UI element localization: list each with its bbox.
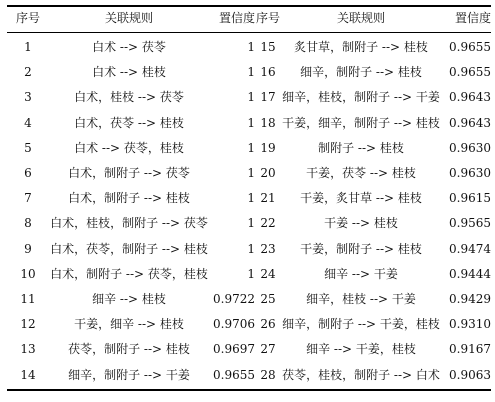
row-rule-left: 细辛，制附子 --> 干姜 <box>68 367 190 382</box>
table-row <box>7 60 491 85</box>
header-id-left: 序号 <box>15 11 40 25</box>
row-rule-right: 干姜，茯苓 --> 桂枝 <box>306 166 416 180</box>
row-rule-left: 白术，茯苓，制附子 --> 桂枝 <box>50 241 208 256</box>
row-confidence-right: 0.9615 <box>449 191 491 206</box>
row-rule-right: 细辛，桂枝，制附子 --> 干姜 <box>282 90 440 105</box>
row-rule-right: 细辛，制附子 --> 桂枝 <box>300 65 422 80</box>
header-confidence-left: 置信度 <box>218 11 255 25</box>
row-id-right: 15 <box>260 40 276 54</box>
table-bottom-rule <box>7 389 491 391</box>
row-id-left: 4 <box>24 115 32 130</box>
table-row <box>7 111 491 136</box>
row-id-right: 26 <box>260 317 276 332</box>
row-rule-right: 细辛，制附子 --> 干姜，桂枝 <box>282 317 440 332</box>
row-id-left: 11 <box>20 292 36 306</box>
row-id-left: 10 <box>20 266 36 281</box>
row-confidence-left: 1 <box>247 241 255 256</box>
row-id-right: 19 <box>260 140 276 155</box>
row-id-left: 8 <box>24 216 32 231</box>
row-confidence-right: 0.9630 <box>449 166 491 180</box>
row-confidence-left: 1 <box>247 140 255 155</box>
row-id-left: 5 <box>24 140 32 155</box>
row-id-left: 13 <box>20 342 36 357</box>
table-row <box>7 211 491 236</box>
row-confidence-left: 1 <box>247 40 255 54</box>
row-id-left: 1 <box>24 40 32 54</box>
row-id-right: 21 <box>260 191 276 206</box>
row-confidence-right: 0.9429 <box>449 292 491 306</box>
row-rule-right: 炙甘草，制附子 --> 桂枝 <box>294 40 428 54</box>
row-confidence-left: 1 <box>247 65 255 80</box>
row-rule-right: 茯苓，桂枝，制附子 --> 白术 <box>282 367 440 382</box>
row-id-right: 20 <box>260 166 276 180</box>
row-confidence-right: 0.9643 <box>449 115 491 130</box>
row-confidence-left: 1 <box>247 216 255 231</box>
row-id-right: 16 <box>260 65 276 80</box>
row-id-right: 22 <box>260 216 276 231</box>
table-row <box>7 186 491 211</box>
table-row <box>7 161 491 186</box>
row-confidence-left: 0.9697 <box>213 342 255 357</box>
header-id-right: 序号 <box>255 11 280 25</box>
row-rule-right: 干姜，细辛，制附子 --> 桂枝 <box>282 115 440 130</box>
row-confidence-right: 0.9655 <box>449 65 491 80</box>
row-confidence-right: 0.9655 <box>449 40 491 54</box>
row-rule-left: 白术，制附子 --> 茯苓 <box>68 166 190 180</box>
table-row <box>7 287 491 312</box>
row-id-right: 18 <box>260 115 276 130</box>
header-confidence-right: 置信度 <box>454 11 491 25</box>
table-header-rule <box>7 32 491 33</box>
table-row <box>7 85 491 110</box>
row-confidence-right: 0.9310 <box>449 317 491 332</box>
row-id-left: 12 <box>20 317 36 332</box>
row-id-right: 23 <box>260 241 276 256</box>
header-rule-right: 关联规则 <box>336 11 385 25</box>
row-id-left: 3 <box>24 90 32 105</box>
row-rule-right: 制附子 --> 桂枝 <box>318 140 404 155</box>
row-id-right: 25 <box>260 292 276 306</box>
row-rule-left: 白术，制附子 --> 桂枝 <box>68 191 190 206</box>
row-rule-left: 干姜，细辛 --> 桂枝 <box>74 317 184 332</box>
row-id-right: 17 <box>260 90 276 105</box>
row-confidence-right: 0.9063 <box>449 367 491 382</box>
row-id-left: 14 <box>20 367 36 382</box>
table-header-row <box>7 6 491 31</box>
table-row <box>7 136 491 161</box>
row-confidence-left: 1 <box>247 166 255 180</box>
row-confidence-left: 1 <box>247 191 255 206</box>
row-rule-left: 细辛 --> 桂枝 <box>92 292 166 306</box>
row-rule-left: 白术，茯苓 --> 桂枝 <box>74 115 184 130</box>
row-rule-right: 细辛 --> 干姜 <box>324 266 398 281</box>
table-row <box>7 35 491 60</box>
row-id-right: 28 <box>260 367 276 382</box>
row-rule-right: 细辛，桂枝 --> 干姜 <box>306 292 416 306</box>
row-rule-left: 白术 --> 茯苓 <box>92 40 166 54</box>
row-rule-left: 白术 --> 茯苓，桂枝 <box>74 140 184 155</box>
row-id-right: 24 <box>260 266 276 281</box>
row-rule-left: 白术，制附子 --> 茯苓，桂枝 <box>50 266 208 281</box>
row-confidence-left: 1 <box>247 266 255 281</box>
row-rule-left: 白术 --> 桂枝 <box>92 65 166 80</box>
row-confidence-right: 0.9444 <box>449 266 491 281</box>
row-rule-right: 干姜，炙甘草 --> 桂枝 <box>300 191 422 206</box>
row-rule-left: 茯苓，制附子 --> 桂枝 <box>68 342 190 357</box>
row-confidence-right: 0.9630 <box>449 140 491 155</box>
row-rule-right: 干姜，制附子 --> 桂枝 <box>300 241 422 256</box>
table-row <box>7 363 491 388</box>
row-confidence-right: 0.9643 <box>449 90 491 105</box>
row-id-left: 6 <box>24 166 32 180</box>
row-rule-right: 细辛 --> 干姜，桂枝 <box>306 342 416 357</box>
row-confidence-right: 0.9167 <box>449 342 491 357</box>
row-rule-right: 干姜 --> 桂枝 <box>324 216 398 231</box>
row-id-left: 9 <box>24 241 32 256</box>
row-id-right: 27 <box>260 342 276 357</box>
row-confidence-right: 0.9474 <box>449 241 491 256</box>
row-id-left: 7 <box>24 191 32 206</box>
table-row <box>7 312 491 337</box>
row-confidence-right: 0.9565 <box>449 216 491 231</box>
row-confidence-left: 0.9706 <box>213 317 255 332</box>
table-row <box>7 237 491 262</box>
row-confidence-left: 1 <box>247 90 255 105</box>
row-confidence-left: 1 <box>247 115 255 130</box>
row-confidence-left: 0.9655 <box>213 367 255 382</box>
row-id-left: 2 <box>24 65 32 80</box>
row-rule-left: 白术，桂枝，制附子 --> 茯苓 <box>50 216 208 231</box>
table-row <box>7 337 491 362</box>
row-confidence-left: 0.9722 <box>213 292 255 306</box>
header-rule-left: 关联规则 <box>104 11 153 25</box>
row-rule-left: 白术，桂枝 --> 茯苓 <box>74 90 184 105</box>
table-row <box>7 262 491 287</box>
